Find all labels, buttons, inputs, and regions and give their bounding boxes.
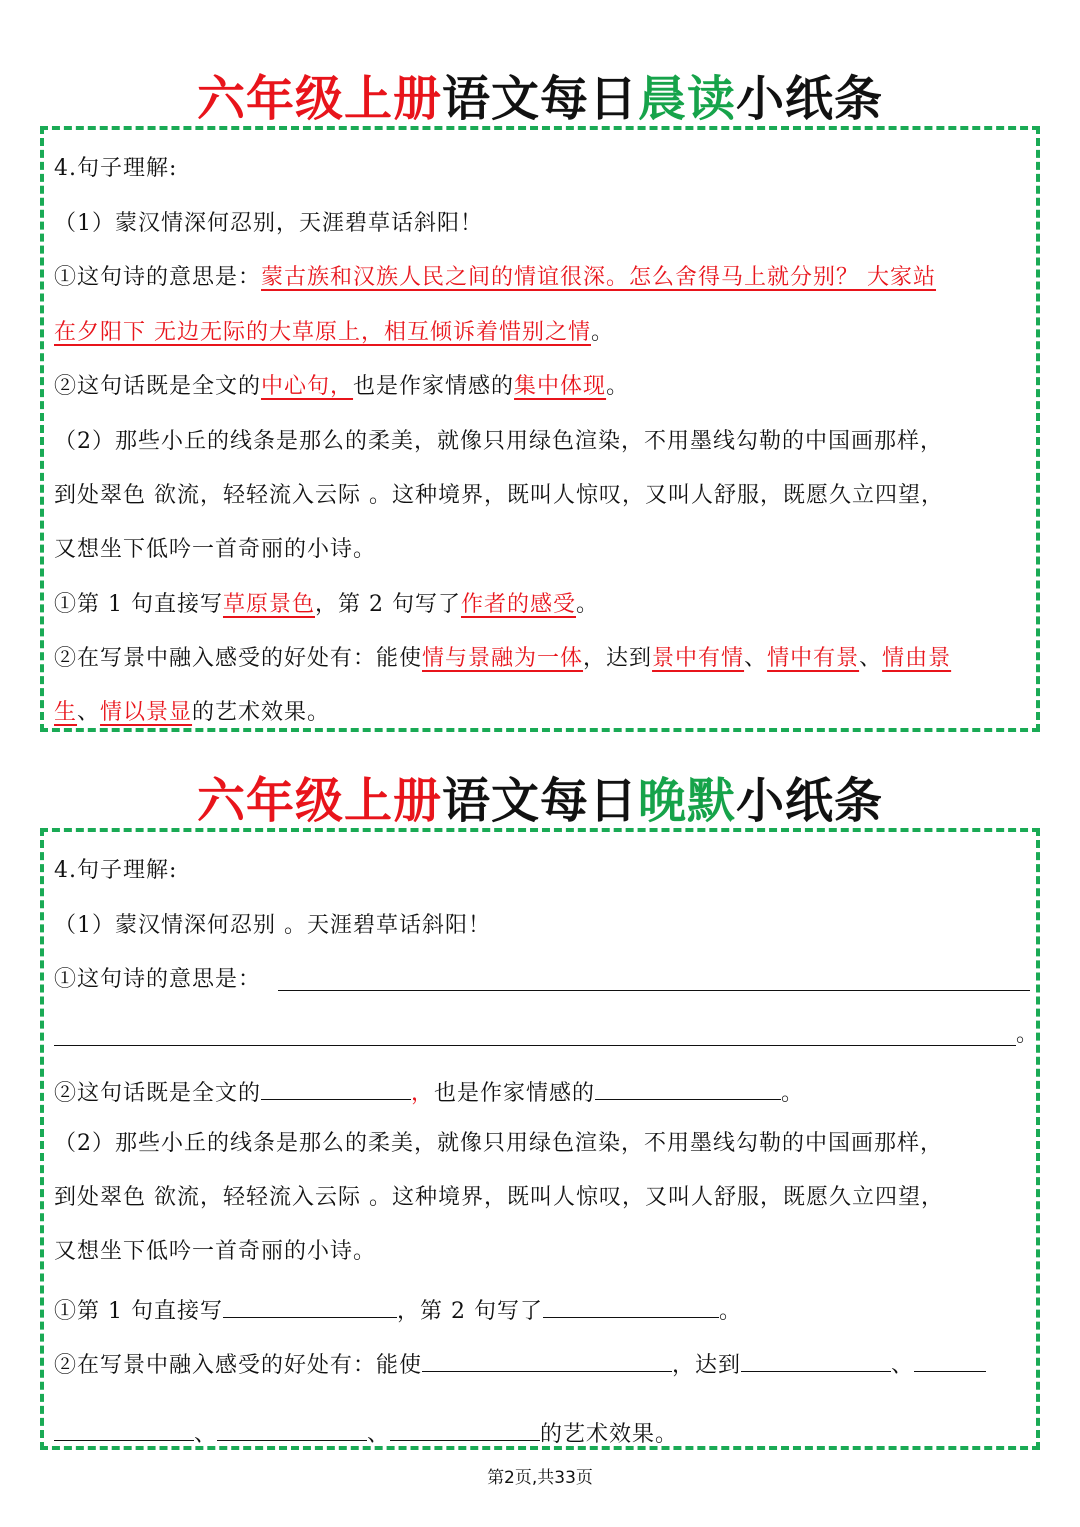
morning-q2b-line1: ②在写景中融入感受的好处有：能使情与景融为一体，达到景中有情、情中有景、情由景: [54, 646, 952, 671]
evening-q2-line3: 又想坐下低吟一首奇丽的小诗。: [54, 1239, 377, 1264]
answer-text: 作者的感受: [460, 592, 576, 617]
page-number: 第2页,共33页: [487, 1468, 593, 1488]
evening-q2b-line1: ②在写景中融入感受的好处有：能使 ，达到 、: [54, 1346, 986, 1381]
answer-text: 中心句，: [261, 374, 354, 399]
morning-title: 六年级上册语文每日晨读小纸条: [196, 71, 884, 127]
evening-q2b-line2: 、 、 的艺术效果。: [54, 1415, 678, 1450]
evening-heading: 4.句子理解:: [54, 858, 178, 883]
evening-q2a: ①第 1 句直接写 ，第 2 句写了 。: [54, 1292, 742, 1327]
morning-q2-line3: 又想坐下低吟一首奇丽的小诗。: [54, 537, 377, 562]
q2b-blank-1[interactable]: [422, 1346, 672, 1372]
morning-q2a: ①第 1 句直接写草原景色，第 2 句写了作者的感受。: [54, 592, 600, 617]
q2b-blank-4[interactable]: [54, 1415, 194, 1441]
morning-q1a-line2: 在夕阳下 无边无际的大草原上，相互倾诉着惜别之情。: [54, 320, 615, 345]
morning-card: [40, 126, 1040, 732]
evening-title: 六年级上册语文每日晚默小纸条: [196, 773, 884, 829]
morning-q1-sentence: （1）蒙汉情深何忍别，天涯碧草话斜阳！: [54, 211, 483, 236]
q1a-blank-1[interactable]: [278, 990, 1030, 991]
answer-text: 情以景显: [100, 700, 193, 725]
answer-text: 集中体现: [514, 374, 607, 399]
morning-q2b-line2: 生、情以景显的艺术效果。: [54, 700, 331, 725]
q2b-blank-6[interactable]: [390, 1415, 540, 1441]
evening-q1b: ②这句话既是全文的 ，也是作家情感的 。: [54, 1074, 804, 1109]
q2a-blank-2[interactable]: [543, 1292, 719, 1318]
evening-q2-line1: （2）那些小丘的线条是那么的柔美，就像只用绿色渲染，不用墨线勾勒的中国画那样，: [54, 1131, 943, 1156]
evening-q1a-line1: ①这句诗的意思是：: [54, 967, 262, 992]
evening-card: [40, 828, 1040, 1450]
answer-text: 情由景: [882, 646, 952, 671]
q2b-blank-2[interactable]: [741, 1346, 891, 1372]
morning-q1a-line1: ①这句诗的意思是：蒙古族和汉族人民之间的情谊很深。怎么舍得马上就分别？ 大家站: [54, 265, 937, 290]
morning-heading: 4.句子理解:: [54, 156, 178, 181]
answer-text: 景中有情: [652, 646, 745, 671]
evening-q1-sentence: （1）蒙汉情深何忍别 。天涯碧草话斜阳！: [54, 913, 491, 938]
q1a-blank-2[interactable]: [54, 1045, 1016, 1046]
answer-text: 生: [54, 700, 78, 725]
q2a-blank-1[interactable]: [223, 1292, 397, 1318]
morning-q2-line1: （2）那些小丘的线条是那么的柔美，就像只用绿色渲染，不用墨线勾勒的中国画那样，: [54, 429, 943, 454]
answer-text: 情与景融为一体: [422, 646, 584, 671]
answer-text: 情中有景: [767, 646, 860, 671]
morning-q1b: ②这句话既是全文的中心句，也是作家情感的集中体现。: [54, 374, 630, 399]
q2b-blank-3[interactable]: [914, 1346, 986, 1372]
answer-text: 在夕阳下 无边无际的大草原上，相互倾诉着惜别之情: [54, 320, 591, 345]
answer-text: 草原景色: [222, 592, 315, 617]
morning-q2-line2: 到处翠色 欲流，轻轻流入云际 。这种境界，既叫人惊叹，又叫人舒服，既愿久立四望，: [54, 483, 944, 508]
evening-q1a-end: 。: [1016, 1022, 1040, 1047]
evening-q2-line2: 到处翠色 欲流，轻轻流入云际 。这种境界，既叫人惊叹，又叫人舒服，既愿久立四望，: [54, 1185, 944, 1210]
q1b-blank-1[interactable]: [261, 1074, 411, 1100]
q2b-blank-5[interactable]: [217, 1415, 367, 1441]
q1b-blank-2[interactable]: [595, 1074, 781, 1100]
answer-text: 蒙古族和汉族人民之间的情谊很深。怎么舍得马上就分别？ 大家站: [261, 265, 937, 290]
